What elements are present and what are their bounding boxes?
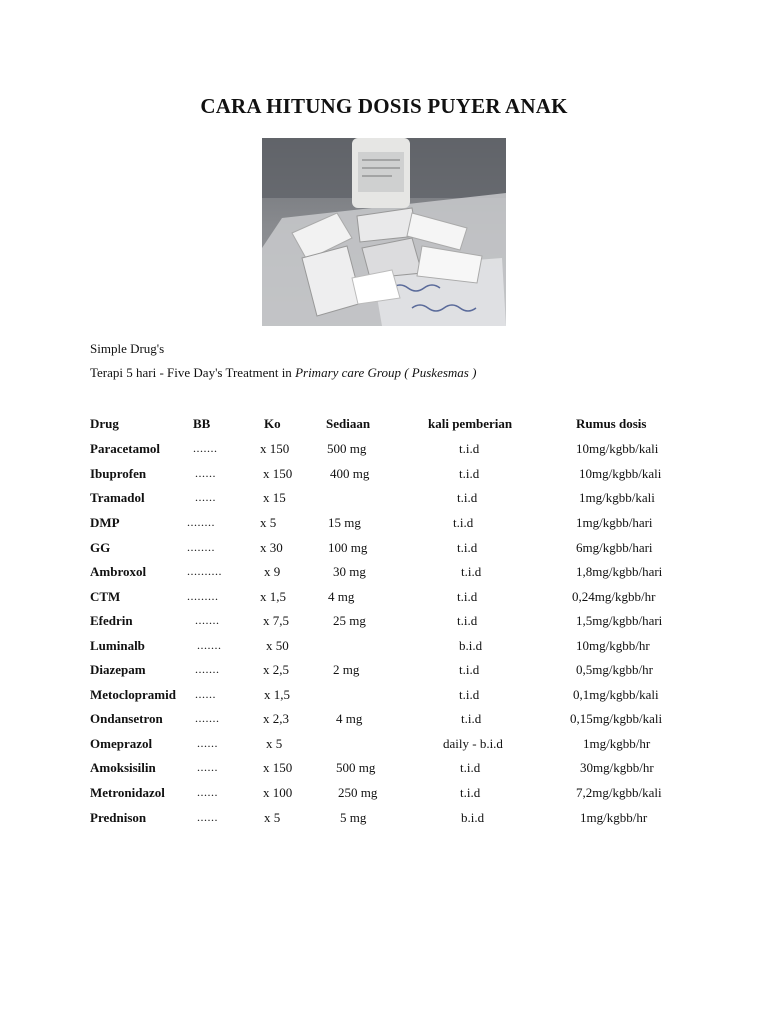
ko-cell: x 2,3 xyxy=(263,711,289,726)
bb-cell: ........ xyxy=(187,515,215,529)
bb-cell: ...... xyxy=(195,490,216,504)
intro-line-1: Simple Drug's xyxy=(90,341,165,356)
ko-cell: x 1,5 xyxy=(260,589,286,604)
bb-cell: ...... xyxy=(197,785,218,799)
drug-name: GG xyxy=(90,540,111,555)
sediaan-cell: 25 mg xyxy=(333,613,366,628)
kali-pemberian-cell: t.i.d xyxy=(461,711,482,726)
bb-cell: ....... xyxy=(195,711,220,725)
ko-cell: x 150 xyxy=(260,441,290,456)
kali-pemberian-cell: t.i.d xyxy=(461,564,482,579)
sediaan-cell: 5 mg xyxy=(340,810,367,825)
rumus-dosis-cell: 0,5mg/kgbb/hr xyxy=(576,662,653,677)
bb-cell: ....... xyxy=(197,638,222,652)
puyer-photo xyxy=(262,138,506,326)
page-title: CARA HITUNG DOSIS PUYER ANAK xyxy=(200,94,568,118)
bb-cell: ....... xyxy=(195,613,220,627)
kali-pemberian-cell: daily - b.i.d xyxy=(443,736,503,751)
drug-name: Ondansetron xyxy=(90,711,163,726)
table-row xyxy=(0,589,768,609)
table-row xyxy=(0,662,768,682)
sediaan-cell: 100 mg xyxy=(328,540,368,555)
table-row xyxy=(0,736,768,756)
rumus-dosis-cell: 30mg/kgbb/hr xyxy=(580,760,654,775)
header-kali: kali pemberian xyxy=(428,416,513,431)
kali-pemberian-cell: t.i.d xyxy=(459,687,480,702)
rumus-dosis-cell: 0,24mg/kgbb/hr xyxy=(572,589,656,604)
kali-pemberian-cell: t.i.d xyxy=(460,785,481,800)
header-sediaan: Sediaan xyxy=(326,416,371,431)
table-row xyxy=(0,687,768,707)
rumus-dosis-cell: 6mg/kgbb/hari xyxy=(576,540,653,555)
drug-name: Omeprazol xyxy=(90,736,153,751)
drug-name: Efedrin xyxy=(90,613,133,628)
bb-cell: ......... xyxy=(187,589,219,603)
rumus-dosis-cell: 1,5mg/kgbb/hari xyxy=(576,613,663,628)
kali-pemberian-cell: b.i.d xyxy=(459,638,483,653)
rumus-dosis-cell: 1mg/kgbb/hr xyxy=(583,736,651,751)
intro-line-2-text: Terapi 5 hari - Five Day's Treatment in xyxy=(90,365,296,380)
drug-name: Metoclopramid xyxy=(90,687,176,702)
rumus-dosis-cell: 10mg/kgbb/kali xyxy=(576,441,659,456)
header-rumus: Rumus dosis xyxy=(576,416,647,431)
sediaan-cell: 2 mg xyxy=(333,662,360,677)
ko-cell: x 30 xyxy=(260,540,283,555)
kali-pemberian-cell: t.i.d xyxy=(459,662,480,677)
ko-cell: x 1,5 xyxy=(264,687,290,702)
rumus-dosis-cell: 1,8mg/kgbb/hari xyxy=(576,564,663,579)
sediaan-cell: 500 mg xyxy=(336,760,376,775)
kali-pemberian-cell: t.i.d xyxy=(457,490,478,505)
drug-name: DMP xyxy=(90,515,120,530)
bb-cell: ....... xyxy=(193,441,218,455)
ko-cell: x 15 xyxy=(263,490,286,505)
drug-name: Tramadol xyxy=(90,490,145,505)
header-drug: Drug xyxy=(90,416,119,431)
bb-cell: ...... xyxy=(195,466,216,480)
table-row xyxy=(0,441,768,461)
drug-name: Paracetamol xyxy=(90,441,161,456)
drug-name: Ambroxol xyxy=(90,564,147,579)
sediaan-cell: 400 mg xyxy=(330,466,370,481)
table-row xyxy=(0,515,768,535)
sediaan-cell: 4 mg xyxy=(336,711,363,726)
sediaan-cell: 15 mg xyxy=(328,515,361,530)
kali-pemberian-cell: t.i.d xyxy=(453,515,474,530)
ko-cell: x 5 xyxy=(260,515,277,530)
kali-pemberian-cell: t.i.d xyxy=(457,613,478,628)
ko-cell: x 150 xyxy=(263,760,293,775)
rumus-dosis-cell: 1mg/kgbb/hr xyxy=(580,810,648,825)
sediaan-cell: 500 mg xyxy=(327,441,367,456)
ko-cell: x 9 xyxy=(264,564,281,579)
sediaan-cell: 30 mg xyxy=(333,564,366,579)
drug-name: Metronidazol xyxy=(90,785,165,800)
table-row xyxy=(0,638,768,658)
header-ko: Ko xyxy=(264,416,281,431)
rumus-dosis-cell: 10mg/kgbb/kali xyxy=(579,466,662,481)
intro-line-2-italic: Primary care Group ( Puskesmas ) xyxy=(295,365,477,380)
drug-name: Ibuprofen xyxy=(90,466,147,481)
sediaan-cell: 4 mg xyxy=(328,589,355,604)
sediaan-cell: 250 mg xyxy=(338,785,378,800)
ko-cell: x 5 xyxy=(264,810,281,825)
drug-name: Luminalb xyxy=(90,638,145,653)
table-row xyxy=(0,711,768,731)
rumus-dosis-cell: 10mg/kgbb/hr xyxy=(576,638,650,653)
ko-cell: x 50 xyxy=(266,638,289,653)
rumus-dosis-cell: 0,15mg/kgbb/kali xyxy=(570,711,663,726)
kali-pemberian-cell: t.i.d xyxy=(459,466,480,481)
drug-name: Diazepam xyxy=(90,662,146,677)
bb-cell: .......... xyxy=(187,564,222,578)
kali-pemberian-cell: b.i.d xyxy=(461,810,485,825)
drug-name: Prednison xyxy=(90,810,147,825)
table-row xyxy=(0,810,768,830)
bb-cell: ...... xyxy=(197,760,218,774)
rumus-dosis-cell: 1mg/kgbb/kali xyxy=(579,490,655,505)
rumus-dosis-cell: 0,1mg/kgbb/kali xyxy=(573,687,659,702)
table-row xyxy=(0,613,768,633)
ko-cell: x 7,5 xyxy=(263,613,289,628)
table-row xyxy=(0,490,768,510)
table-row xyxy=(0,466,768,486)
kali-pemberian-cell: t.i.d xyxy=(460,760,481,775)
bb-cell: ...... xyxy=(195,687,216,701)
table-row xyxy=(0,540,768,560)
drug-name: Amoksisilin xyxy=(90,760,156,775)
bb-cell: ...... xyxy=(197,810,218,824)
rumus-dosis-cell: 1mg/kgbb/hari xyxy=(576,515,653,530)
kali-pemberian-cell: t.i.d xyxy=(457,589,478,604)
bb-cell: ....... xyxy=(195,662,220,676)
ko-cell: x 5 xyxy=(266,736,283,751)
table-row xyxy=(0,564,768,584)
ko-cell: x 2,5 xyxy=(263,662,289,677)
bb-cell: ...... xyxy=(197,736,218,750)
table-header xyxy=(0,416,768,436)
kali-pemberian-cell: t.i.d xyxy=(459,441,480,456)
bb-cell: ........ xyxy=(187,540,215,554)
ko-cell: x 100 xyxy=(263,785,293,800)
ko-cell: x 150 xyxy=(263,466,293,481)
drug-name: CTM xyxy=(90,589,121,604)
intro-line-2 xyxy=(90,365,476,381)
table-row xyxy=(0,760,768,780)
kali-pemberian-cell: t.i.d xyxy=(457,540,478,555)
table-row xyxy=(0,785,768,805)
rumus-dosis-cell: 7,2mg/kgbb/kali xyxy=(576,785,662,800)
header-bb: BB xyxy=(193,416,211,431)
